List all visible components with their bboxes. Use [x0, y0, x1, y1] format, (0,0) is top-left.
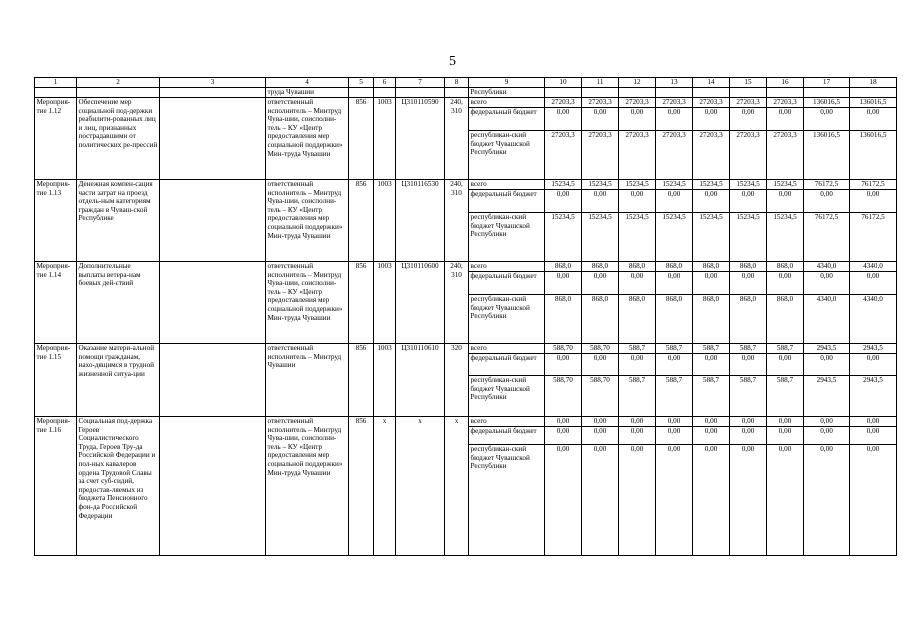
- rzpr-code: 1003: [374, 98, 396, 180]
- column-number-10: 10: [545, 78, 582, 88]
- value-cell: 868,0: [582, 262, 619, 272]
- value-cell: 15234,5: [619, 213, 656, 262]
- value-cell: 0,00: [767, 108, 804, 131]
- funding-source: республикан-ский бюджет Чувашской Республики: [469, 445, 545, 556]
- column-number-8: 8: [445, 78, 469, 88]
- value-cell: 0,00: [582, 272, 619, 295]
- value-cell: 0,00: [730, 354, 767, 376]
- funding-source: всего: [469, 98, 545, 108]
- vr-code: 240, 310: [445, 98, 469, 180]
- value-cell: 27203,3: [619, 131, 656, 180]
- activity-id: Мероприя-тие 1.13: [35, 180, 77, 262]
- grbs-code: 856: [349, 344, 374, 417]
- value-cell: 136016,5: [804, 131, 850, 180]
- value-cell: 0,00: [804, 190, 850, 213]
- value-cell: 0,00: [693, 108, 730, 131]
- activity-row: [35, 98, 897, 108]
- value-cell: 2943,5: [804, 344, 850, 354]
- column-number-12: 12: [619, 78, 656, 88]
- value-cell: 0,00: [850, 354, 897, 376]
- value-cell: 0,00: [850, 427, 897, 445]
- value-cell: 15234,5: [693, 213, 730, 262]
- value-cell: 0,00: [804, 354, 850, 376]
- value-cell: 0,00: [545, 108, 582, 131]
- activity-name: Денежная компен-сация части затрат на проезд отдель-ным категориям граждан в Чуваш-ской Республике: [77, 180, 160, 262]
- value-cell: 0,00: [656, 417, 693, 427]
- activity-id: Мероприя-тие 1.15: [35, 344, 77, 417]
- column-number-2: 2: [77, 78, 160, 88]
- value-cell: 588,7: [619, 376, 656, 417]
- value-cell: 0,00: [582, 417, 619, 427]
- funding-source: республикан-ский бюджет Чувашской Республики: [469, 131, 545, 180]
- value-cell: 0,00: [582, 190, 619, 213]
- value-cell: 0,00: [804, 272, 850, 295]
- csr-code: Ц310110600: [396, 262, 445, 344]
- value-cell: 27203,3: [730, 131, 767, 180]
- value-cell: 2943,5: [804, 376, 850, 417]
- page-number: 5: [449, 54, 456, 69]
- value-cell: 27203,3: [582, 131, 619, 180]
- value-cell: 868,0: [693, 295, 730, 344]
- value-cell: 2943,5: [850, 376, 897, 417]
- csr-code: х: [396, 417, 445, 556]
- activity-row: [35, 180, 897, 190]
- value-cell: 588,7: [767, 344, 804, 354]
- value-cell: 4340,0: [804, 262, 850, 272]
- rzpr-code: 1003: [374, 180, 396, 262]
- column-number-14: 14: [693, 78, 730, 88]
- activity-row: [35, 417, 897, 427]
- vr-code: 240, 310: [445, 180, 469, 262]
- activity-executor: ответственный исполнитель – Минтруд Чува-шии, соисполни-тель – КУ «Центр предоставления мер социальной поддержки» Мин-труда Чувашии: [266, 98, 349, 180]
- activity-name: Оказание матери-альной помощи гражданам, нахо-дящимся в трудной жизненной ситуа-ции: [77, 344, 160, 417]
- value-cell: 27203,3: [767, 131, 804, 180]
- value-cell: 588,70: [545, 376, 582, 417]
- funding-source: всего: [469, 344, 545, 354]
- funding-source: республикан-ский бюджет Чувашской Республики: [469, 295, 545, 344]
- value-cell: 0,00: [582, 354, 619, 376]
- activity-row: [35, 344, 897, 354]
- value-cell: 0,00: [619, 354, 656, 376]
- value-cell: 0,00: [619, 445, 656, 556]
- value-cell: 0,00: [804, 445, 850, 556]
- vr-code: 320: [445, 344, 469, 417]
- value-cell: 868,0: [656, 262, 693, 272]
- value-cell: 868,0: [545, 295, 582, 344]
- value-cell: 0,00: [693, 445, 730, 556]
- column-number-17: 17: [804, 78, 850, 88]
- value-cell: 0,00: [619, 190, 656, 213]
- value-cell: 0,00: [656, 272, 693, 295]
- value-cell: 0,00: [730, 190, 767, 213]
- value-cell: 0,00: [619, 272, 656, 295]
- value-cell: 868,0: [619, 295, 656, 344]
- funding-source: республикан-ский бюджет Чувашской Республики: [469, 213, 545, 262]
- rzpr-code: 1003: [374, 262, 396, 344]
- column-number-15: 15: [730, 78, 767, 88]
- value-cell: 0,00: [850, 108, 897, 131]
- value-cell: 0,00: [582, 427, 619, 445]
- column-number-7: 7: [396, 78, 445, 88]
- value-cell: 15234,5: [582, 213, 619, 262]
- value-cell: 868,0: [730, 262, 767, 272]
- column-number-9: 9: [469, 78, 545, 88]
- value-cell: 136016,5: [850, 131, 897, 180]
- value-cell: 76172,5: [804, 180, 850, 190]
- value-cell: 0,00: [693, 190, 730, 213]
- value-cell: 0,00: [656, 427, 693, 445]
- activity-name: Дополнительные выплаты ветера-нам боевых дей-ствий: [77, 262, 160, 344]
- value-cell: 27203,3: [619, 98, 656, 108]
- continuation-row: [35, 88, 897, 98]
- funding-source: всего: [469, 180, 545, 190]
- column-number-18: 18: [850, 78, 897, 88]
- value-cell: 4340,0: [850, 262, 897, 272]
- activity-id: Мероприя-тие 1.16: [35, 417, 77, 556]
- value-cell: 15234,5: [693, 180, 730, 190]
- column-number-13: 13: [656, 78, 693, 88]
- value-cell: 588,7: [767, 376, 804, 417]
- empty-cell: [160, 262, 266, 344]
- grbs-code: 856: [349, 262, 374, 344]
- value-cell: 0,00: [582, 108, 619, 131]
- value-cell: 2943,5: [850, 344, 897, 354]
- grbs-code: 856: [349, 98, 374, 180]
- value-cell: 868,0: [767, 295, 804, 344]
- csr-code: Ц310110590: [396, 98, 445, 180]
- column-number-4: 4: [266, 78, 349, 88]
- value-cell: 588,7: [693, 376, 730, 417]
- column-number-row: [35, 78, 897, 88]
- value-cell: 588,7: [619, 344, 656, 354]
- value-cell: 0,00: [850, 190, 897, 213]
- value-cell: 27203,3: [545, 98, 582, 108]
- value-cell: 0,00: [693, 272, 730, 295]
- funding-source: республикан-ский бюджет Чувашской Республики: [469, 376, 545, 417]
- activity-executor: ответственный исполнитель – Минтруд Чува-шии, соисполни-тель – КУ «Центр предоставления мер социальной поддержки» Мин-труда Чувашии: [266, 417, 349, 556]
- column-number-11: 11: [582, 78, 619, 88]
- value-cell: 868,0: [545, 262, 582, 272]
- value-cell: 27203,3: [693, 131, 730, 180]
- value-cell: 0,00: [767, 445, 804, 556]
- continuation-executor: труда Чувашии: [266, 88, 349, 98]
- empty-cell: [160, 417, 266, 556]
- value-cell: 27203,3: [693, 98, 730, 108]
- table-body: [35, 78, 897, 556]
- value-cell: 0,00: [545, 427, 582, 445]
- value-cell: 4340,0: [804, 295, 850, 344]
- value-cell: 588,70: [545, 344, 582, 354]
- value-cell: 0,00: [804, 417, 850, 427]
- value-cell: 0,00: [656, 354, 693, 376]
- funding-source: всего: [469, 417, 545, 427]
- activity-name: Социальная под-держка Героев Социалистического Труда, Героев Тру-да Российской Федерации и пол-ных кавалеров ордена Трудовой Славы за счет суб-сидий, предостав-ляемых из бюджета Пенсионного фон-да Российской Федерации: [77, 417, 160, 556]
- vr-code: 240, 310: [445, 262, 469, 344]
- activity-name: Обеспечение мер социальной под-держки реабилити-рованных лиц и лиц, признанных пострадавшими от политических ре-прессий: [77, 98, 160, 180]
- value-cell: 0,00: [730, 445, 767, 556]
- value-cell: 15234,5: [619, 180, 656, 190]
- value-cell: 27203,3: [545, 131, 582, 180]
- value-cell: 0,00: [730, 272, 767, 295]
- value-cell: 136016,5: [804, 98, 850, 108]
- value-cell: 0,00: [693, 427, 730, 445]
- value-cell: 0,00: [545, 354, 582, 376]
- value-cell: 0,00: [693, 417, 730, 427]
- column-number-5: 5: [349, 78, 374, 88]
- value-cell: 15234,5: [545, 180, 582, 190]
- grbs-code: 856: [349, 417, 374, 556]
- value-cell: 0,00: [545, 272, 582, 295]
- value-cell: 27203,3: [582, 98, 619, 108]
- value-cell: 588,7: [730, 376, 767, 417]
- activity-executor: ответственный исполнитель – Минтруд Чува-шии, соисполни-тель – КУ «Центр предоставления мер социальной поддержки» Мин-труда Чувашии: [266, 262, 349, 344]
- value-cell: 27203,3: [730, 98, 767, 108]
- value-cell: 0,00: [850, 445, 897, 556]
- funding-source: федеральный бюджет: [469, 354, 545, 376]
- funding-source: федеральный бюджет: [469, 190, 545, 213]
- value-cell: 4340,0: [850, 295, 897, 344]
- value-cell: 0,00: [656, 445, 693, 556]
- value-cell: 868,0: [656, 295, 693, 344]
- value-cell: 27203,3: [767, 98, 804, 108]
- value-cell: 15234,5: [767, 180, 804, 190]
- csr-code: Ц310116530: [396, 180, 445, 262]
- value-cell: 0,00: [619, 108, 656, 131]
- value-cell: 15234,5: [545, 213, 582, 262]
- grbs-code: 856: [349, 180, 374, 262]
- funding-source: федеральный бюджет: [469, 108, 545, 131]
- value-cell: 0,00: [730, 108, 767, 131]
- empty-cell: [160, 180, 266, 262]
- csr-code: Ц310110610: [396, 344, 445, 417]
- value-cell: 588,7: [656, 344, 693, 354]
- column-number-3: 3: [160, 78, 266, 88]
- value-cell: 0,00: [730, 417, 767, 427]
- value-cell: 868,0: [767, 262, 804, 272]
- column-number-16: 16: [767, 78, 804, 88]
- column-number-1: 1: [35, 78, 77, 88]
- value-cell: 588,70: [582, 376, 619, 417]
- value-cell: 588,70: [582, 344, 619, 354]
- funding-source: федеральный бюджет: [469, 272, 545, 295]
- program-table: [34, 77, 897, 556]
- value-cell: 0,00: [730, 427, 767, 445]
- value-cell: 0,00: [619, 427, 656, 445]
- value-cell: 588,7: [656, 376, 693, 417]
- value-cell: 0,00: [767, 190, 804, 213]
- value-cell: 15234,5: [767, 213, 804, 262]
- funding-source: всего: [469, 262, 545, 272]
- empty-cell: [160, 344, 266, 417]
- value-cell: 0,00: [582, 445, 619, 556]
- activity-executor: ответственный исполнитель – Минтруд Чува-шии, соисполни-тель – КУ «Центр предоставления мер социальной поддержки» Мин-труда Чувашии: [266, 180, 349, 262]
- value-cell: 0,00: [545, 445, 582, 556]
- value-cell: 588,7: [730, 344, 767, 354]
- value-cell: 0,00: [767, 354, 804, 376]
- value-cell: 0,00: [693, 354, 730, 376]
- value-cell: 136016,5: [850, 98, 897, 108]
- value-cell: 0,00: [656, 190, 693, 213]
- funding-source: федеральный бюджет: [469, 427, 545, 445]
- column-number-6: 6: [374, 78, 396, 88]
- value-cell: 868,0: [582, 295, 619, 344]
- activity-id: Мероприя-тие 1.14: [35, 262, 77, 344]
- activity-row: [35, 262, 897, 272]
- value-cell: 27203,3: [656, 98, 693, 108]
- vr-code: х: [445, 417, 469, 556]
- value-cell: 0,00: [767, 417, 804, 427]
- value-cell: 76172,5: [850, 213, 897, 262]
- value-cell: 15234,5: [656, 213, 693, 262]
- empty-cell: [160, 98, 266, 180]
- value-cell: 76172,5: [804, 213, 850, 262]
- value-cell: 15234,5: [656, 180, 693, 190]
- value-cell: 0,00: [850, 272, 897, 295]
- activity-executor: ответственный исполнитель – Минтруд Чувашии: [266, 344, 349, 417]
- value-cell: 0,00: [767, 427, 804, 445]
- value-cell: 0,00: [656, 108, 693, 131]
- value-cell: 0,00: [619, 417, 656, 427]
- value-cell: 15234,5: [730, 180, 767, 190]
- value-cell: 0,00: [804, 427, 850, 445]
- rzpr-code: 1003: [374, 344, 396, 417]
- value-cell: 0,00: [545, 417, 582, 427]
- value-cell: 0,00: [850, 417, 897, 427]
- value-cell: 588,7: [693, 344, 730, 354]
- value-cell: 0,00: [767, 272, 804, 295]
- value-cell: 868,0: [693, 262, 730, 272]
- value-cell: 15234,5: [582, 180, 619, 190]
- value-cell: 868,0: [619, 262, 656, 272]
- value-cell: 15234,5: [730, 213, 767, 262]
- continuation-source: Республики: [469, 88, 545, 98]
- value-cell: 0,00: [545, 190, 582, 213]
- value-cell: 27203,3: [656, 131, 693, 180]
- value-cell: 868,0: [730, 295, 767, 344]
- activity-id: Мероприя-тие 1.12: [35, 98, 77, 180]
- value-cell: 0,00: [804, 108, 850, 131]
- rzpr-code: х: [374, 417, 396, 556]
- value-cell: 76172,5: [850, 180, 897, 190]
